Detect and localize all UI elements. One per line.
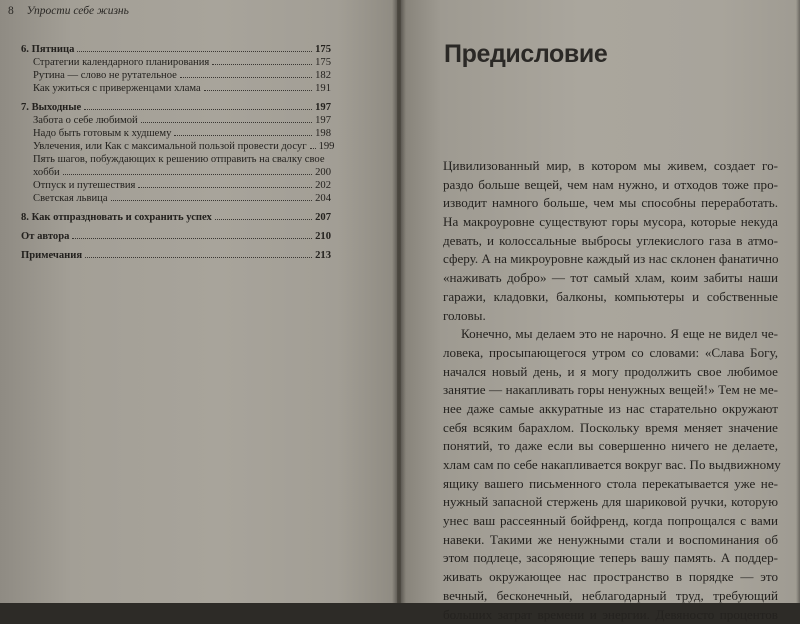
toc-section-entry xyxy=(21,140,331,153)
book-gutter xyxy=(392,0,406,603)
toc-entry-title: Примечания xyxy=(21,249,82,262)
toc-section-entry xyxy=(21,127,331,140)
toc-entry-title: От автора xyxy=(21,230,69,243)
preface-heading: Предисловие xyxy=(444,40,607,69)
page-number: 8 xyxy=(8,5,14,17)
toc-entry-title: Увлечения, или Как с максимальной пользой провести досуг xyxy=(33,140,307,153)
preface-line: вечный, бесконечный, неблагодарный труд, требующий xyxy=(443,587,778,606)
toc-chapter-entry xyxy=(21,230,331,243)
preface-line: изводит намного больше, чем мы способны переработать. xyxy=(443,194,778,213)
page-edge-shadow xyxy=(796,0,800,603)
toc-section-entry xyxy=(21,82,331,95)
toc-section-entry xyxy=(21,153,331,166)
toc-chapter-entry xyxy=(21,249,331,262)
toc-entry-page: 210 xyxy=(315,230,331,243)
toc-entry-page: 202 xyxy=(315,179,331,192)
toc-entry-page: 191 xyxy=(315,82,331,95)
toc-entry-title: Светская львица xyxy=(33,192,108,205)
toc-section-entry xyxy=(21,114,331,127)
toc-dot-leader xyxy=(77,51,312,52)
toc-entry-page: 198 xyxy=(315,127,331,140)
preface-line: Цивилизованный мир, в котором мы живем, создает го- xyxy=(443,157,778,176)
preface-line: навеки. Такими же ненужными стали и воспоминания об xyxy=(443,531,778,550)
toc-chapter-entry xyxy=(21,43,331,56)
preface-line: раздо больше вещей, чем нам нужно, и отходов тоже про- xyxy=(443,176,778,195)
toc-entry-page: 207 xyxy=(315,211,331,224)
preface-line: ловека, просыпающегося утром со словами: «Слава Богу, xyxy=(443,344,778,363)
toc-entry-page: 213 xyxy=(315,249,331,262)
left-page xyxy=(0,0,397,603)
preface-line: хлам сам по себе накапливается вокруг вас. По выдвижному xyxy=(443,456,778,475)
toc-entry-title: Рутина — слово не рутательное xyxy=(33,69,177,82)
toc-section-entry xyxy=(21,166,331,179)
toc-entry-title: Как ужиться с приверженцами хлама xyxy=(33,82,201,95)
toc-dot-leader xyxy=(174,135,312,136)
toc-dot-leader xyxy=(85,257,312,258)
preface-line: головы. xyxy=(443,307,778,326)
running-title: Упрости себе жизнь xyxy=(27,5,129,17)
toc-chapter-entry xyxy=(21,101,331,114)
toc-dot-leader xyxy=(84,109,312,110)
toc-dot-leader xyxy=(204,90,312,91)
toc-dot-leader xyxy=(215,219,312,220)
preface-line: живать окружающее нас пространство в порядке — это xyxy=(443,568,778,587)
toc-entry-title: Отпуск и путешествия xyxy=(33,179,135,192)
toc-dot-leader xyxy=(310,148,316,149)
toc-entry-title: Надо быть готовым к худшему xyxy=(33,127,171,140)
toc-entry-title: Стратегии календарного планирования xyxy=(33,56,209,69)
preface-line: «наживать добро» — тот самый хлам, коим забиты наши xyxy=(443,269,778,288)
toc-entry-page: 199 xyxy=(319,140,335,153)
toc-dot-leader xyxy=(212,64,312,65)
preface-line: унес ваш рассеянный бойфренд, когда попрощался с вами xyxy=(443,512,778,531)
toc-entry-title: Пять шагов, побуждающих к решению отправить на свалку свое xyxy=(33,153,325,166)
preface-line: ящику вашего письменного стола перекатывается уже не- xyxy=(443,475,778,494)
toc-entry-page: 204 xyxy=(315,192,331,205)
toc-entry-title: Забота о себе любимой xyxy=(33,114,138,127)
table-of-contents xyxy=(21,43,331,262)
preface-line: понятий, то даже если вы совершенно ничего не делаете, xyxy=(443,437,778,456)
toc-dot-leader xyxy=(141,122,312,123)
preface-body xyxy=(443,157,778,624)
toc-entry-page: 175 xyxy=(315,56,331,69)
preface-line: начался новый день, и я могу продолжить свое любимое xyxy=(443,363,778,382)
toc-dot-leader xyxy=(111,200,313,201)
preface-line: Конечно, мы делаем это не нарочно. Я еще не видел че- xyxy=(443,325,778,344)
preface-line: гаражи, кладовки, балконы, компьютеры и собственные xyxy=(443,288,778,307)
running-head xyxy=(8,5,129,17)
toc-dot-leader xyxy=(72,238,312,239)
toc-chapter-entry xyxy=(21,211,331,224)
toc-entry-page: 200 xyxy=(315,166,331,179)
toc-dot-leader xyxy=(63,174,312,175)
toc-section-entry xyxy=(21,192,331,205)
toc-section-entry xyxy=(21,69,331,82)
toc-entry-page: 197 xyxy=(315,101,331,114)
toc-entry-title: 8. Как отпраздновать и сохранить успех xyxy=(21,211,212,224)
toc-entry-page: 175 xyxy=(315,43,331,56)
preface-line: нужный запасной стержень для шариковой ручки, которую xyxy=(443,493,778,512)
toc-dot-leader xyxy=(180,77,312,78)
toc-section-entry xyxy=(21,179,331,192)
preface-line: нее даже самые аккуратные из нас старательно окружают xyxy=(443,400,778,419)
toc-entry-title: 7. Выходные xyxy=(21,101,81,114)
preface-line: этом подлеце, засоряющие теперь вашу память. А поддер- xyxy=(443,549,778,568)
preface-line: себя всяким барахлом. Поскольку время меняет значение xyxy=(443,419,778,438)
toc-dot-leader xyxy=(138,187,312,188)
preface-line: больших затрат времени и энергии. Девяносто процентов xyxy=(443,606,778,624)
preface-line: На макроуровне существуют горы мусора, которые некуда xyxy=(443,213,778,232)
toc-entry-title: хобби xyxy=(33,166,60,179)
preface-line: девать, и колоссальные выбросы углекислого газа в атмо- xyxy=(443,232,778,251)
preface-line: занятие — накапливать горы ненужных вещей!» Тем не ме- xyxy=(443,381,778,400)
toc-entry-page: 182 xyxy=(315,69,331,82)
toc-entry-title: 6. Пятница xyxy=(21,43,74,56)
preface-line: сферу. А на микроуровне каждый из нас склонен фанатично xyxy=(443,250,778,269)
toc-section-entry xyxy=(21,56,331,69)
toc-entry-page: 197 xyxy=(315,114,331,127)
